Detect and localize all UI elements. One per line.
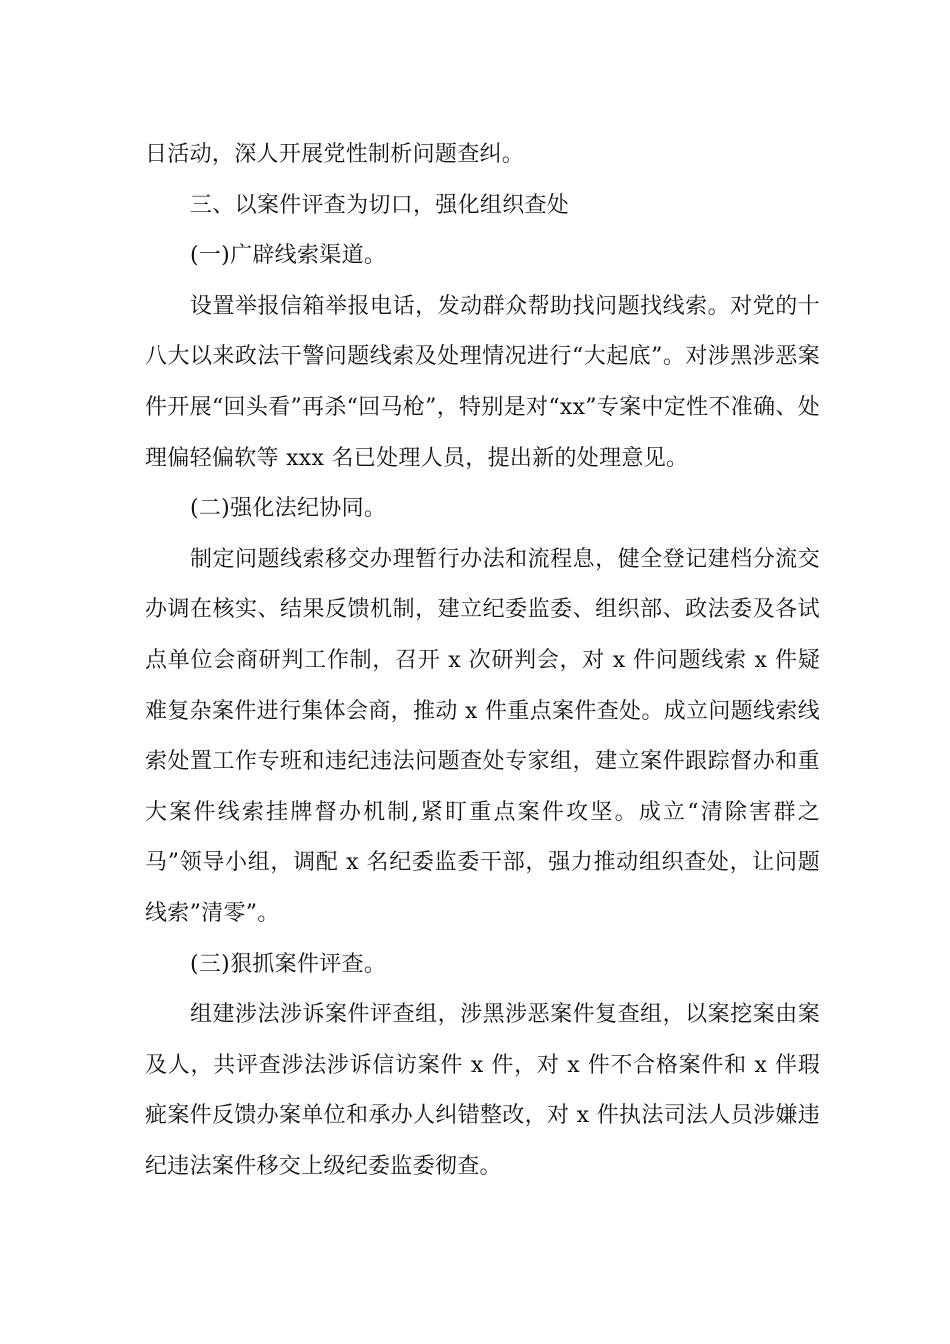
paragraph-case-review: 组建涉法涉诉案件评查组，涉黑涉恶案件复查组，以案挖案由案及人，共评查涉法涉诉信访案件 x 件，对 x 件不合格案件和 x 伴瑕疵案件反馈办案单位和承办人纠错整改，对 x 件执法司法人员涉嫌违纪违法案件移交上级纪委监委彻查。 [145,1002,820,1179]
document-page [145,130,820,1192]
paragraph-coordination: 制定问题线索移交办理暂行办法和流程息，健全登记建档分流交办调在核实、结果反馈机制，建立纪委监委、组织部、政法委及各试点单位会商研判工作制，召开 x 次研判会，对 x 件问题线索 x 件疑难复杂案件进行集体会商，推动 x 件重点案件查处。成立问题线索线索处置工作专班和违纪违法问题查处专家组，建立案件跟踪督办和重大案件线索挂牌督办机制,紧盯重点案件攻坚。成立“清除害群之马”领导小组，调配 x 名纪委监委干部，强力推动组织查处，让问题线索”清零”。 [145,546,820,926]
section-heading-3: 三、以案件评查为切口，强化组织查处 [190,192,570,218]
subheading-3: (三)狠抓案件评查。 [190,951,387,977]
subheading-1: (一)广辟线索渠道。 [190,243,387,269]
paragraph-continuation: 日活动，深人开展党性制析问题查纠。 [145,142,525,167]
subheading-2: (二)强化法纪协同。 [190,496,387,522]
paragraph-clue-channels: 设置举报信箱举报电话，发动群众帮助找问题找线索。对党的十八大以来政法干警问题线索及处理情况进行“大起底”。对涉黑涉恶案件开展“回头看”再杀“回马枪”，特别是对“xx”专案中定性不准确、处理偏轻偏软等 xxx 名已处理人员，提出新的处理意见。 [145,293,820,471]
